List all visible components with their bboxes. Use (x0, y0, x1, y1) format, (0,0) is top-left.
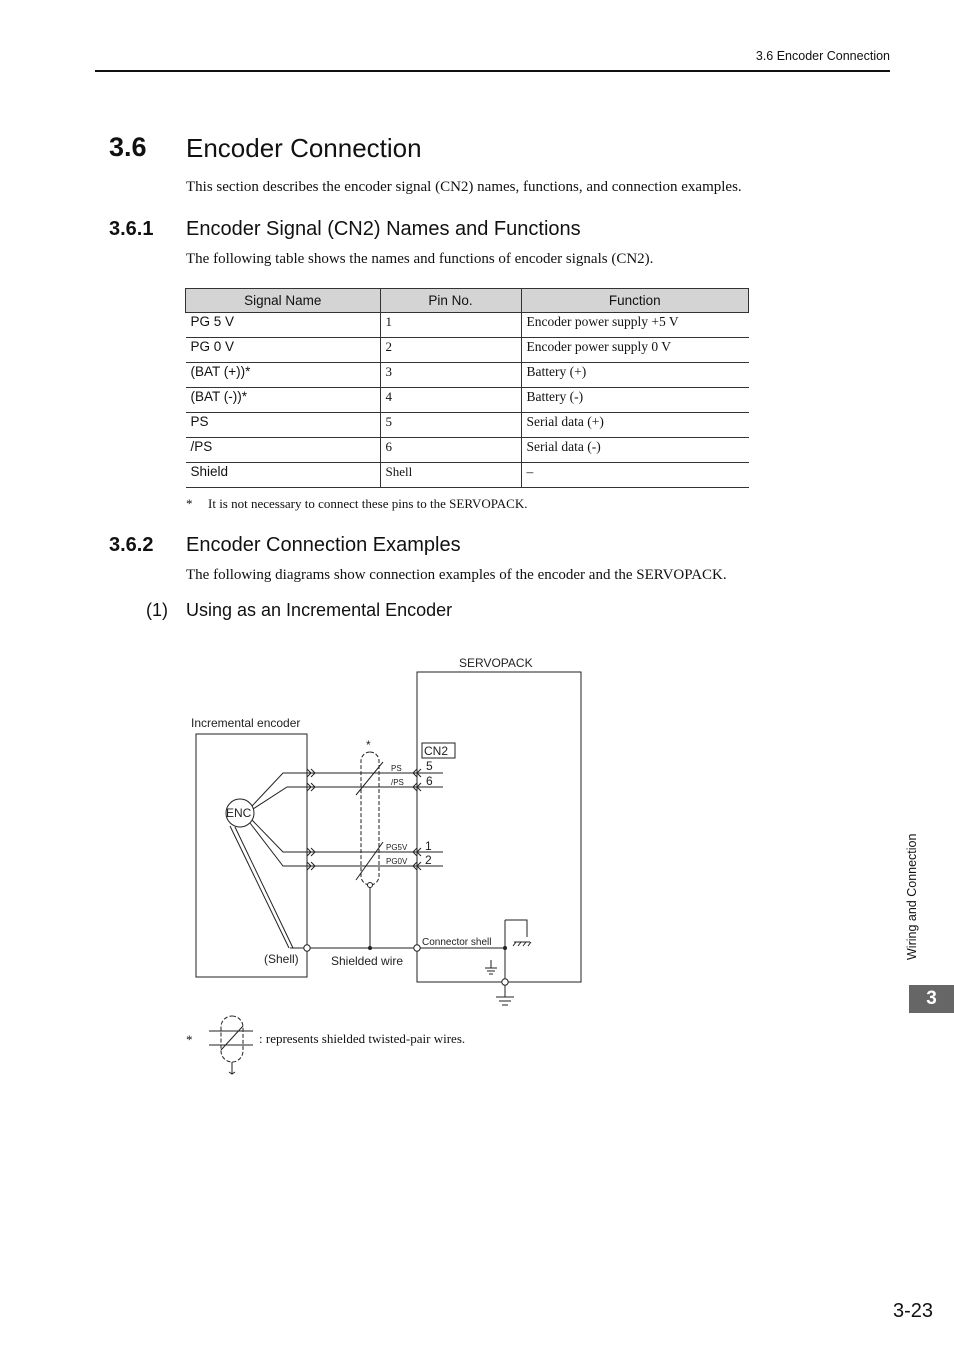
running-header: 3.6 Encoder Connection (755, 49, 890, 63)
enc-label: ENC (226, 806, 252, 820)
wire-pg5v (252, 820, 443, 852)
function-cell: Encoder power supply +5 V (521, 313, 749, 338)
side-chapter-label: Wiring and Connection (905, 833, 919, 960)
frame-ground-icon (513, 942, 531, 946)
table-row (186, 463, 749, 488)
header-rule (95, 70, 890, 72)
pg5v-label: PG5V (386, 843, 408, 852)
wire-nps (253, 787, 443, 809)
signal-ground-icon (485, 960, 497, 974)
function-cell: Serial data (+) (521, 413, 749, 438)
pin-cell: 4 (380, 388, 521, 413)
wire-shell-a (235, 827, 293, 948)
pin-cell: 5 (380, 413, 521, 438)
table-header: Signal Name (186, 289, 381, 313)
pin-cell: 3 (380, 363, 521, 388)
nps-label: /PS (391, 778, 404, 787)
table-row (186, 413, 749, 438)
encoder-box (196, 734, 307, 977)
table-header: Function (521, 289, 749, 313)
pin-cell: Shell (380, 463, 521, 488)
subsection2-title: Encoder Connection Examples (186, 534, 461, 556)
ps-label: PS (391, 764, 402, 773)
section-title: Encoder Connection (186, 133, 422, 163)
signal-name-cell: (BAT (-))* (186, 388, 381, 413)
footnote-text: It is not necessary to connect these pins to the SERVOPACK. (208, 496, 528, 511)
function-cell: Battery (+) (521, 363, 749, 388)
legend-mark: * (186, 1032, 193, 1047)
signal-name-cell: (BAT (+))* (186, 363, 381, 388)
table-row (186, 338, 749, 363)
table-row (186, 438, 749, 463)
item-heading (146, 600, 452, 621)
wire-ps (252, 773, 443, 806)
function-cell: Encoder power supply 0 V (521, 338, 749, 363)
page-number: 3-23 (893, 1300, 934, 1322)
pin-1-label: 1 (425, 839, 432, 853)
wire-pg0v (250, 823, 443, 866)
twisted-pair-symbol-icon (205, 1012, 257, 1076)
earth-ground-icon (496, 985, 514, 1005)
subsection1-title: Encoder Signal (CN2) Names and Functions (186, 218, 581, 240)
function-cell: Battery (-) (521, 388, 749, 413)
pin-6-label: 6 (426, 774, 433, 788)
wire-shell-b (230, 826, 289, 948)
shell-label: (Shell) (264, 952, 299, 966)
shielded-wire-label: Shielded wire (331, 954, 404, 968)
subsection2-number: 3.6.2 (109, 534, 154, 556)
table-header-row (186, 289, 749, 313)
footnote-mark: * (186, 496, 193, 511)
servopack-label: SERVOPACK (459, 656, 533, 670)
item-number: (1) (146, 600, 168, 620)
connector-shell-terminal (414, 945, 420, 951)
signal-name-cell: PG 5 V (186, 313, 381, 338)
pin-cell: 1 (380, 313, 521, 338)
subsection1-intro: The following table shows the names and functions of encoder signals (CN2). (186, 251, 654, 267)
encoder-connection-diagram (180, 645, 600, 1015)
shell-terminal (304, 945, 310, 951)
legend-text: : represents shielded twisted-pair wires. (259, 1031, 466, 1046)
table-row (186, 388, 749, 413)
connector-shell-label: Connector shell (422, 937, 492, 948)
servopack-box (417, 672, 581, 982)
signal-table (185, 288, 749, 488)
function-cell: – (521, 463, 749, 488)
subsection1-number: 3.6.1 (109, 218, 154, 240)
cn2-label: CN2 (424, 744, 449, 758)
shield-asterisk: * (366, 738, 371, 752)
frame-ground-wire (505, 920, 527, 937)
table-header: Pin No. (380, 289, 521, 313)
subsection2-intro: The following diagrams show connection examples of the encoder and the SERVOPACK. (186, 567, 727, 583)
table-footnote (186, 496, 527, 512)
section-number: 3.6 (109, 132, 147, 162)
pin-cell: 2 (380, 338, 521, 363)
pin-cell: 6 (380, 438, 521, 463)
signal-name-cell: PS (186, 413, 381, 438)
signal-name-cell: Shield (186, 463, 381, 488)
table-row (186, 313, 749, 338)
signal-name-cell: /PS (186, 438, 381, 463)
table-row (186, 363, 749, 388)
encoder-label: Incremental encoder (191, 716, 301, 730)
pg0v-label: PG0V (386, 857, 408, 866)
section-intro: This section describes the encoder signal (CN2) names, functions, and connection examples. (186, 179, 742, 195)
function-cell: Serial data (-) (521, 438, 749, 463)
chapter-tab: 3 (909, 985, 954, 1013)
signal-name-cell: PG 0 V (186, 338, 381, 363)
shield-ellipse (361, 752, 379, 885)
item-title: Using as an Incremental Encoder (186, 600, 453, 620)
pin-2-label: 2 (425, 853, 432, 867)
pin-5-label: 5 (426, 759, 433, 773)
